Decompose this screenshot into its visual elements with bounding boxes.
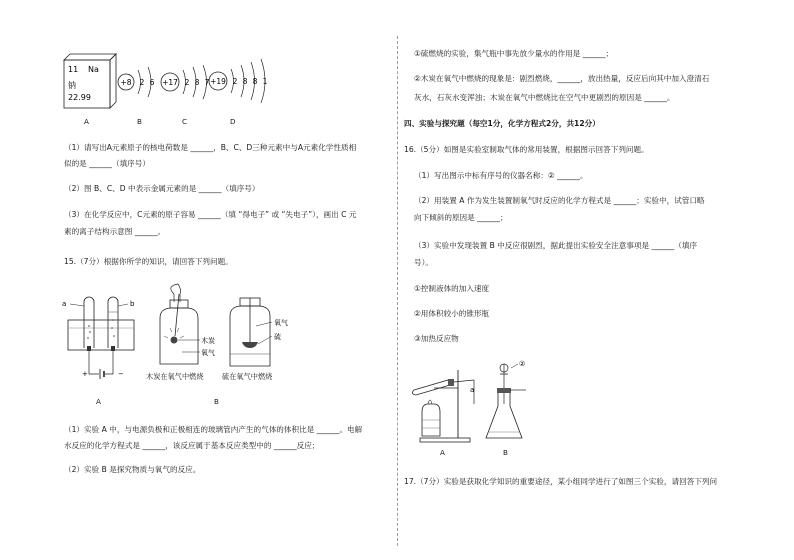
q15-heading: 15.（7分）根据你所学的知识，请回答下列问题。 xyxy=(64,257,233,266)
q17-heading: 17.（7分）实验是获取化学知识的重要途径，某小组同学进行了如图三个实验，请回答下列问 xyxy=(404,477,718,486)
option-3: ③加热反应物 xyxy=(414,334,459,343)
electrolysis-apparatus xyxy=(60,290,150,382)
figure-letter-b: B xyxy=(137,117,142,126)
figure-letter-a-q15: A xyxy=(96,397,101,406)
svg-text:+17: +17 xyxy=(162,78,178,87)
svg-text:2: 2 xyxy=(184,78,190,87)
q15-part1-line1: （1）实验 A 中，与电源负极和正极相连的玻璃管内产生的气体的体积比是 ______。电解 xyxy=(64,425,363,434)
q14-part1-line1: （1）请写出A元素原子的核电荷数是 ______，B、C、D三种元素中与A元素化学性质相 xyxy=(64,143,357,152)
gas-generation-apparatus xyxy=(408,360,532,446)
figure-letter-a: A xyxy=(84,117,89,126)
element-cell-figure xyxy=(60,52,120,112)
svg-text:−: − xyxy=(118,370,124,378)
svg-text:+19: +19 xyxy=(210,77,226,86)
section-four-heading: 四、实验与探究题（每空1分，化学方程式2分，共12分） xyxy=(404,119,600,128)
apparatus-letter-a: A xyxy=(440,448,445,457)
figure-letter-b-q15: B xyxy=(214,397,219,406)
svg-text:+: + xyxy=(82,370,88,378)
svg-text:7: 7 xyxy=(204,78,210,87)
svg-text:2: 2 xyxy=(232,77,238,86)
atom-structure-b xyxy=(114,64,164,100)
svg-text:8: 8 xyxy=(242,77,248,86)
q15-sub2-line2: 灰水，石灰水变浑浊；木炭在氧气中燃烧比在空气中更剧烈的原因是 ______。 xyxy=(414,93,675,102)
svg-text:8: 8 xyxy=(194,78,200,87)
atomic-mass: 22.99 xyxy=(68,93,91,102)
caption-sulfur: 硫在氧气中燃烧 xyxy=(222,372,273,381)
element-symbol: Na xyxy=(88,65,99,74)
option-1: ①控制液体的加入速度 xyxy=(414,284,490,293)
q16-part3-line1: （3）实验中发现装置 B 中反应很剧烈，据此提出实验安全注意事项是 ______（填序 xyxy=(414,241,698,250)
svg-text:1: 1 xyxy=(262,77,268,86)
svg-text:8: 8 xyxy=(252,77,258,86)
sulfur-combustion-apparatus xyxy=(226,296,290,368)
atom-structure-d xyxy=(206,58,276,104)
svg-text:硫: 硫 xyxy=(274,333,281,341)
q16-part1: （1）写出图示中标有序号的仪器名称：② ______。 xyxy=(414,171,588,180)
q14-part1-line2: 似的是 ______（填序号） xyxy=(64,159,150,168)
figure-letter-d: D xyxy=(230,117,236,126)
svg-text:6: 6 xyxy=(149,78,155,87)
q16-part2-line1: （2）用装置 A 作为发生装置制氧气时反应的化学方程式是 ______；实验中，试管口略 xyxy=(414,196,705,205)
column-divider xyxy=(397,36,398,546)
svg-text:2: 2 xyxy=(139,78,145,87)
q15-sub2-line1: ②木炭在氧气中燃烧的现象是：剧烈燃烧，______，放出热量，反应后向其中加入澄清石 xyxy=(414,74,710,83)
svg-text:a: a xyxy=(470,386,475,394)
figure-letter-c: C xyxy=(182,117,188,126)
q14-part2: （2）图 B、C、D 中表示金属元素的是 ______（填序号） xyxy=(64,184,260,193)
svg-text:+8: +8 xyxy=(120,78,132,87)
q14-part3-line1: （3）在化学反应中，C元素的原子容易 ______（填 “得电子” 或 “失电子”），画出 C 元 xyxy=(64,210,357,219)
element-name: 钠 xyxy=(68,81,76,90)
svg-text:氧气: 氧气 xyxy=(201,349,215,357)
option-2: ②用体积较小的锥形瓶 xyxy=(414,309,490,318)
svg-text:a: a xyxy=(62,300,67,308)
caption-charcoal: 木炭在氧气中燃烧 xyxy=(146,372,204,381)
q15-part2: （2）实验 B 是探究物质与氧气的反应。 xyxy=(64,465,201,474)
svg-text:氧气: 氧气 xyxy=(274,319,288,327)
q16-part3-line2: 号）。 xyxy=(414,258,433,267)
q15-sub1: ①硫燃烧的实验，集气瓶中事先放少量水的作用是 ______； xyxy=(414,49,614,58)
atomic-number: 11 xyxy=(68,65,79,74)
q16-heading: 16.（5分）如图是实验室制取气体的常用装置，根据图示回答下列问题。 xyxy=(404,145,649,154)
q15-part1-line2: 水反应的化学方程式是 ______，该反应属于基本反应类型中的 ______反应； xyxy=(64,441,320,450)
q14-part3-line2: 素的离子结构示意图 ______。 xyxy=(64,227,166,236)
svg-text:木炭: 木炭 xyxy=(201,337,215,345)
apparatus-letter-b: B xyxy=(503,448,508,457)
q16-part2-line2: 向下倾斜的原因是 ______； xyxy=(414,213,508,222)
charcoal-combustion-apparatus xyxy=(152,284,216,368)
svg-text:b: b xyxy=(130,300,135,308)
svg-text:②: ② xyxy=(519,360,526,368)
